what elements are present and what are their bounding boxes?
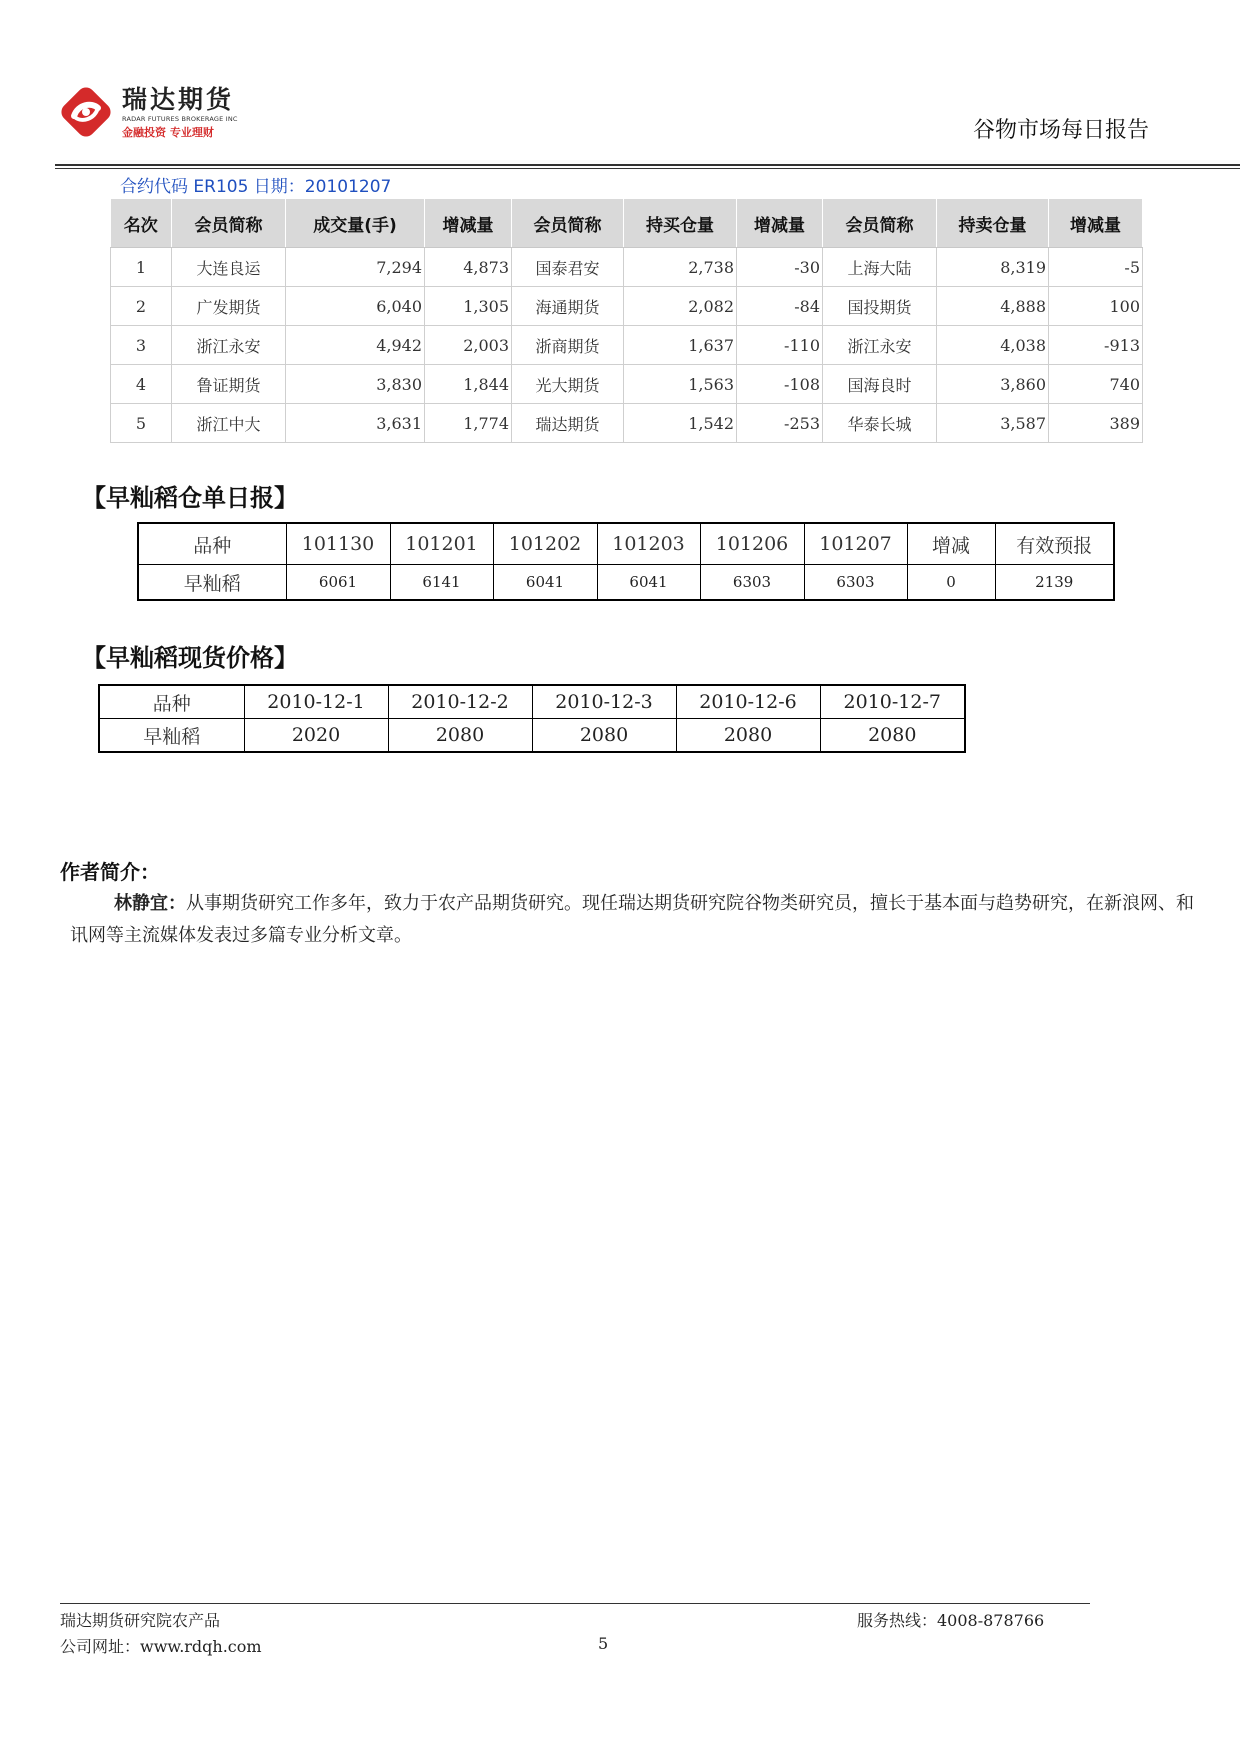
table-row: [138, 565, 1114, 601]
logo-chinese-name: 瑞达期货: [122, 85, 235, 114]
footer-org: 瑞达期货研究院农产品: [60, 1611, 221, 1630]
table-row: [111, 326, 1143, 365]
table-row: [111, 248, 1143, 287]
cell-value: 6041: [597, 565, 700, 601]
cell-volume: 3,830: [286, 365, 425, 404]
col-header-variety: 品种: [138, 523, 286, 565]
col-header-short-position: 持卖仓量: [937, 199, 1049, 248]
footer-hotline: 服务热线：4008-878766: [857, 1611, 1045, 1630]
cell-long-change: -253: [737, 404, 823, 443]
spot-price-table: [98, 684, 966, 753]
warehouse-section-title: 【早籼稻仓单日报】: [82, 484, 298, 512]
table-row: [111, 365, 1143, 404]
cell-member: 国投期货: [823, 287, 937, 326]
cell-value: 6141: [390, 565, 493, 601]
col-header-volume-change: 增减量: [425, 199, 512, 248]
cell-price: 2080: [532, 719, 676, 753]
author-name: 林静宜：: [114, 893, 186, 914]
cell-long-position: 1,563: [624, 365, 737, 404]
cell-price: 2080: [676, 719, 820, 753]
cell-member: 浙江永安: [172, 326, 286, 365]
cell-short-change: -913: [1049, 326, 1143, 365]
cell-member: 瑞达期货: [512, 404, 624, 443]
report-title: 谷物市场每日报告: [972, 118, 1149, 143]
cell-price: 2080: [388, 719, 532, 753]
cell-valid-forecast: 2139: [995, 565, 1114, 601]
cell-long-position: 1,637: [624, 326, 737, 365]
warehouse-receipt-table: [137, 522, 1115, 601]
cell-rank: 4: [111, 365, 172, 404]
header-divider: [55, 164, 1240, 166]
cell-short-position: 4,888: [937, 287, 1049, 326]
contract-title: 合约代码 ER105 日期：20101207: [120, 177, 392, 197]
col-header-member: 会员简称: [172, 199, 286, 248]
cell-long-position: 1,542: [624, 404, 737, 443]
cell-volume-change: 4,873: [425, 248, 512, 287]
col-header-date: 101130: [286, 523, 390, 565]
col-header-date: 101203: [597, 523, 700, 565]
col-header-member: 会员简称: [512, 199, 624, 248]
cell-volume-change: 2,003: [425, 326, 512, 365]
cell-member: 国泰君安: [512, 248, 624, 287]
cell-short-position: 8,319: [937, 248, 1049, 287]
cell-short-position: 3,587: [937, 404, 1049, 443]
cell-rank: 2: [111, 287, 172, 326]
cell-value: 6041: [493, 565, 597, 601]
footer-website: 公司网址：www.rdqh.com: [60, 1637, 262, 1656]
table-header-row: [111, 199, 1143, 248]
cell-member: 广发期货: [172, 287, 286, 326]
cell-member: 浙商期货: [512, 326, 624, 365]
col-header-volume: 成交量(手): [286, 199, 425, 248]
col-header-short-change: 增减量: [1049, 199, 1143, 248]
author-bio: [70, 888, 1200, 952]
cell-member: 上海大陆: [823, 248, 937, 287]
cell-long-change: -108: [737, 365, 823, 404]
col-header-date: 2010-12-7: [820, 685, 965, 719]
cell-volume: 6,040: [286, 287, 425, 326]
cell-value: 6061: [286, 565, 390, 601]
cell-variety: 早籼稻: [138, 565, 286, 601]
cell-member: 国海良时: [823, 365, 937, 404]
table-row: [111, 287, 1143, 326]
table-row: [99, 719, 965, 753]
cell-volume-change: 1,844: [425, 365, 512, 404]
cell-member: 大连良运: [172, 248, 286, 287]
author-bio-text: 从事期货研究工作多年，致力于农产品期货研究。现任瑞达期货研究院谷物类研究员，擅长于基本面与趋势研究，在新浪网、和讯网等主流媒体发表过多篇专业分析文章。: [70, 893, 1194, 946]
spot-price-section-title: 【早籼稻现货价格】: [82, 644, 298, 672]
col-header-valid-forecast: 有效预报: [995, 523, 1114, 565]
col-header-rank: 名次: [111, 199, 172, 248]
cell-variety: 早籼稻: [99, 719, 244, 753]
cell-member: 海通期货: [512, 287, 624, 326]
cell-short-change: 740: [1049, 365, 1143, 404]
cell-member: 华泰长城: [823, 404, 937, 443]
cell-rank: 5: [111, 404, 172, 443]
cell-volume-change: 1,774: [425, 404, 512, 443]
col-header-date: 2010-12-3: [532, 685, 676, 719]
cell-member: 光大期货: [512, 365, 624, 404]
cell-short-change: -5: [1049, 248, 1143, 287]
cell-price: 2020: [244, 719, 388, 753]
col-header-date: 2010-12-6: [676, 685, 820, 719]
cell-value: 6303: [804, 565, 907, 601]
cell-short-change: 100: [1049, 287, 1143, 326]
cell-rank: 3: [111, 326, 172, 365]
radar-logo-icon: [58, 86, 114, 138]
member-ranking-table: [110, 199, 1143, 443]
company-logo: [58, 86, 258, 138]
col-header-change: 增减: [907, 523, 995, 565]
col-header-date: 101206: [700, 523, 804, 565]
cell-member: 浙江永安: [823, 326, 937, 365]
cell-long-change: -84: [737, 287, 823, 326]
logo-slogan: 金融投资 专业理财: [122, 126, 214, 139]
col-header-date: 101207: [804, 523, 907, 565]
cell-rank: 1: [111, 248, 172, 287]
cell-long-change: -30: [737, 248, 823, 287]
cell-volume: 7,294: [286, 248, 425, 287]
col-header-date: 101201: [390, 523, 493, 565]
cell-member: 鲁证期货: [172, 365, 286, 404]
table-header-row: [99, 685, 965, 719]
footer-divider: [60, 1603, 1090, 1604]
col-header-date: 2010-12-1: [244, 685, 388, 719]
table-header-row: [138, 523, 1114, 565]
cell-short-position: 3,860: [937, 365, 1049, 404]
cell-member: 浙江中大: [172, 404, 286, 443]
col-header-variety: 品种: [99, 685, 244, 719]
cell-volume: 3,631: [286, 404, 425, 443]
cell-long-position: 2,082: [624, 287, 737, 326]
cell-long-change: -110: [737, 326, 823, 365]
logo-english-name: RADAR FUTURES BROKERAGE INC: [122, 115, 238, 123]
cell-volume: 4,942: [286, 326, 425, 365]
col-header-long-position: 持买仓量: [624, 199, 737, 248]
col-header-long-change: 增减量: [737, 199, 823, 248]
cell-change: 0: [907, 565, 995, 601]
cell-volume-change: 1,305: [425, 287, 512, 326]
col-header-date: 2010-12-2: [388, 685, 532, 719]
header-divider-thin: [55, 168, 1240, 169]
cell-long-position: 2,738: [624, 248, 737, 287]
cell-price: 2080: [820, 719, 965, 753]
table-row: [111, 404, 1143, 443]
cell-short-position: 4,038: [937, 326, 1049, 365]
cell-short-change: 389: [1049, 404, 1143, 443]
cell-value: 6303: [700, 565, 804, 601]
author-section-title: 作者简介：: [60, 860, 160, 884]
col-header-member: 会员简称: [823, 199, 937, 248]
page-number: 5: [598, 1634, 609, 1653]
col-header-date: 101202: [493, 523, 597, 565]
